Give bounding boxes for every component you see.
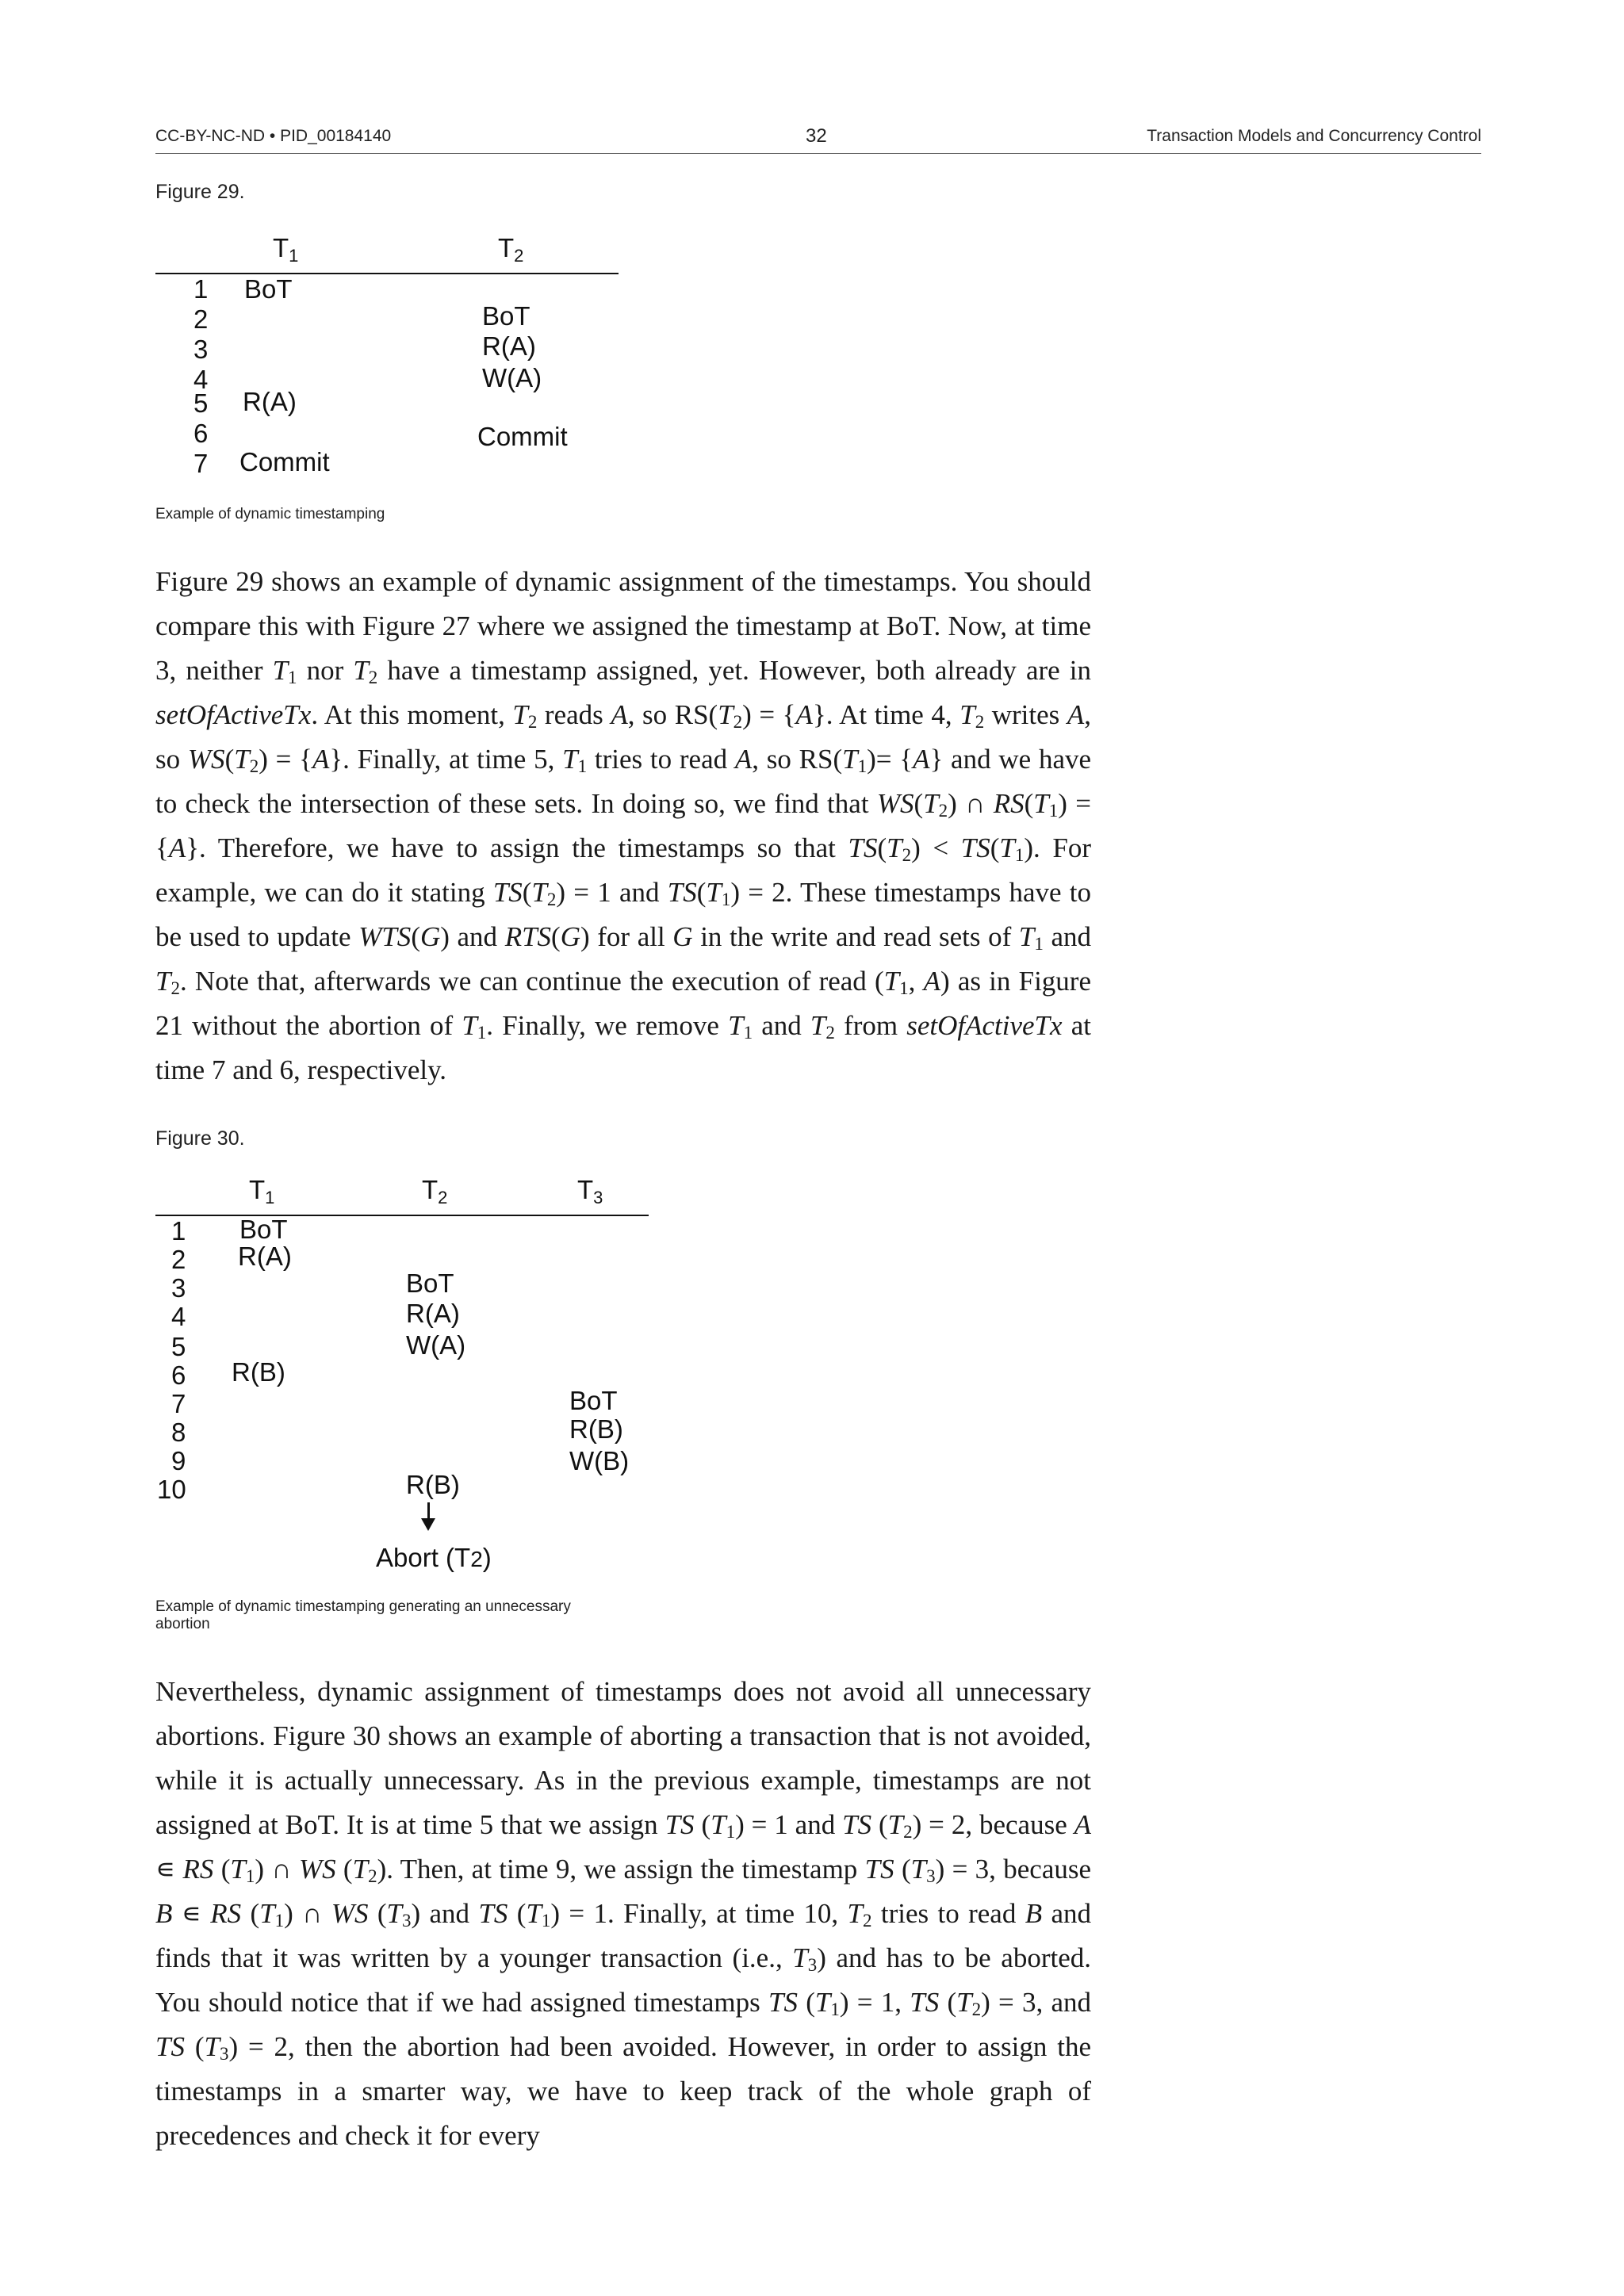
figure-30-label: Figure 30. (155, 1127, 245, 1150)
figure-29-label: Figure 29. (155, 181, 245, 203)
fig30-row-num: 3 (171, 1273, 186, 1303)
fig30-t2-op: R(B) (406, 1470, 460, 1499)
fig30-col-t3: $T_3$ (577, 1175, 603, 1207)
fig30-row-num: 5 (171, 1332, 186, 1361)
fig30-row-num: 9 (171, 1446, 186, 1475)
fig29-row-num: 7 (193, 449, 209, 478)
fig29-row-num: 3 (193, 335, 209, 364)
abort-arrow-shaft (427, 1502, 430, 1520)
fig30-t2-op: W(A) (406, 1330, 466, 1360)
fig29-t2-op: W(A) (482, 363, 542, 392)
fig29-t1-op: R(A) (243, 387, 297, 416)
fig30-row-num: 2 (171, 1245, 186, 1274)
fig30-row-num: 6 (171, 1360, 186, 1390)
fig30-t1-op: R(B) (232, 1357, 285, 1387)
header-left: CC-BY-NC-ND • PID_00184140 (155, 127, 392, 145)
fig29-row-num: 2 (193, 304, 209, 334)
fig30-t1-op: BoT (239, 1215, 288, 1244)
fig30-row-num: 1 (171, 1216, 186, 1246)
paragraph-1: Figure 29 shows an example of dynamic assignment of the timestamps. You should compare this with Figure 27 where we assigned the timestamp at BoT. Now, at time 3, neither $T_1$ nor $T_2$ have a timestamp assigned, yet. However, both already are in setOfActiveTx. At this moment, $T_2$ reads A, so $RS(T_2) = \{A\}$. At time 4, $T_2$ writes A, so $WS(T_2) = \{A\}$. Finally, at time 5, $T_1$ tries to read A, so $RS(T_1)= \{A\}$ and we have to check the intersection of these sets. In doing so, we find that $WS(T_2)$ ∩ $RS(T_1) = \{A\}$. Therefore, we have to assign the timestamps so that $TS(T_2) < TS(T_1)$. For example, we can do it stating $TS(T_2) = 1$ and $TS(T_1) = 2$. These timestamps have to be used to update WTS(G) and RTS(G) for all G in the write and read sets of $T_1$ and $T_2$. Note that, afterwards we can continue the execution of read ($T_1$, A) as in Figure 21 without the abortion of $T_1$. Finally, we remove $T_1$ and $T_2$ from setOfActiveTx at time 7 and 6, respectively. (155, 566, 1092, 1085)
fig29-row-num: 5 (193, 388, 209, 418)
fig30-t2-op: R(A) (406, 1299, 460, 1328)
fig29-row-num: 1 (193, 274, 209, 304)
fig30-t3-op: W(B) (569, 1446, 630, 1475)
fig30-header-rule (155, 1215, 649, 1216)
fig30-row-num: 10 (157, 1475, 186, 1504)
fig29-row-num: 4 (193, 365, 209, 394)
fig29-col-t1: $T_1$ (273, 233, 299, 266)
paragraph-2: Nevertheless, dynamic assignment of timestamps does not avoid all unnecessary abortions. Figure 30 shows an example of aborting a transaction that is not avoided, while it is actually unnecessary. As in the previous example, timestamps are not assigned at BoT. It is at time 5 that we assign TS $(T_1) = 1$ and TS $(T_2) = 2$, because A ∊ RS $(T_1)$ ∩ WS $(T_2)$. Then, at time 9, we assign the timestamp TS $(T_3) = 3$, because B ∊ RS $(T_1)$ ∩ WS $(T_3)$ and TS $(T_1) = 1$. Finally, at time 10, $T_2$ tries to read B and finds that it was written by a younger transaction (i.e., $T_3$) and has to be aborted. You should notice that if we had assigned timestamps TS $(T_1) = 1$, TS $(T_2) = 3$, and TS $(T_3) = 2$, then the abortion had been avoided. However, in order to assign the timestamps in a smarter way, we have to keep track of the whole graph of precedences and check it for every (155, 1676, 1092, 2151)
fig29-header-rule (155, 273, 619, 274)
fig30-t1-op: R(A) (238, 1242, 292, 1271)
fig30-t3-op: R(B) (569, 1414, 623, 1444)
header-right: Transaction Models and Concurrency Control (1147, 127, 1481, 145)
fig30-col-t1: $T_1$ (249, 1175, 275, 1207)
fig30-row-num: 7 (171, 1389, 186, 1418)
abort-arrow-head-icon (421, 1518, 435, 1531)
fig30-t3-op: BoT (569, 1386, 618, 1415)
fig29-t1-op: BoT (244, 274, 293, 304)
fig30-abort-label: Abort (T2) (376, 1543, 492, 1572)
fig29-t1-op: Commit (239, 447, 330, 476)
fig30-col-t2: $T_2$ (422, 1175, 448, 1207)
fig30-t2-op: BoT (406, 1269, 454, 1298)
figure-30-caption: Example of dynamic timestamping generating an unnecessary abortion (155, 1598, 571, 1632)
fig30-row-num: 4 (171, 1302, 186, 1331)
fig29-t2-op: R(A) (482, 331, 536, 361)
page-number: 32 (806, 125, 827, 147)
fig29-row-num: 6 (193, 419, 209, 448)
header-rule (155, 153, 1481, 154)
fig29-t2-op: BoT (482, 301, 530, 331)
fig30-row-num: 8 (171, 1418, 186, 1447)
fig29-col-t2: $T_2$ (498, 233, 524, 266)
fig29-t2-op: Commit (477, 422, 568, 451)
figure-29-caption: Example of dynamic timestamping (155, 506, 385, 522)
